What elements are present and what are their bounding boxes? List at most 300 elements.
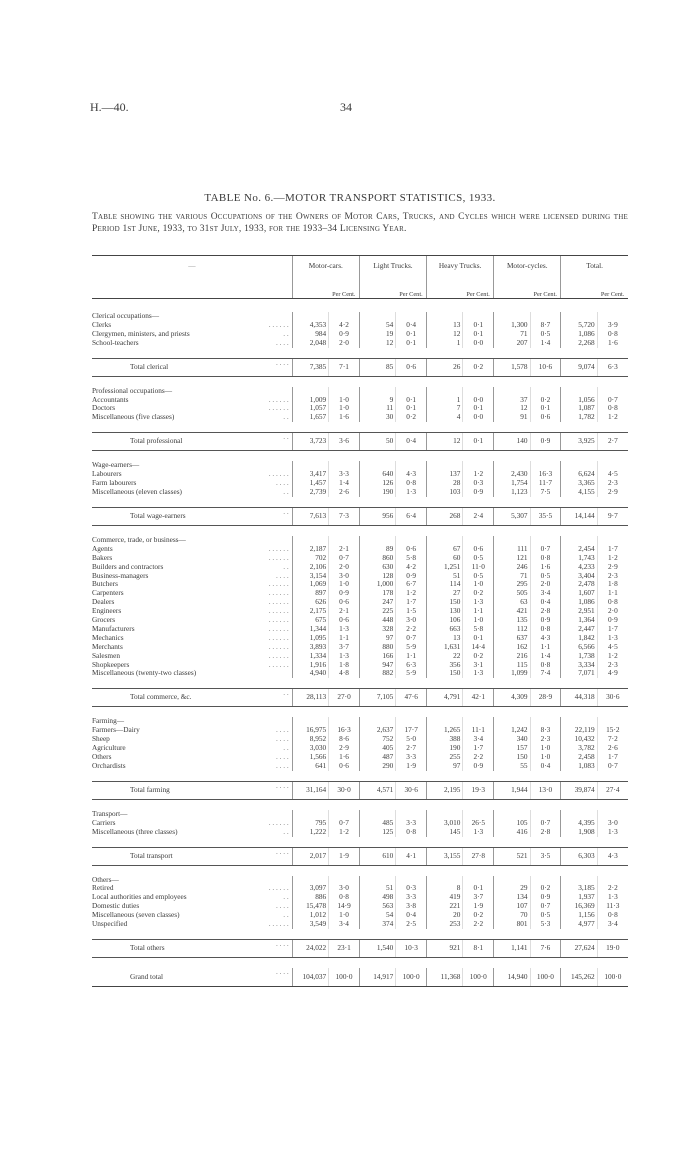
count-cell: 3,925 bbox=[561, 433, 597, 451]
count-cell: 897 bbox=[292, 589, 328, 598]
count-cell: 921 bbox=[427, 939, 463, 957]
count-cell: 2,048 bbox=[292, 339, 328, 348]
count-cell: 640 bbox=[359, 470, 395, 479]
percent-cell: 0·1 bbox=[463, 330, 494, 339]
percent-cell: 0·8 bbox=[597, 911, 628, 920]
percent-cell: 1·5 bbox=[396, 607, 427, 616]
count-cell: 563 bbox=[359, 902, 395, 911]
percent-cell: 2·9 bbox=[329, 744, 360, 753]
count-cell: 14,940 bbox=[494, 968, 530, 987]
count-cell: 190 bbox=[359, 488, 395, 497]
count-cell: 485 bbox=[359, 819, 395, 828]
percent-cell: 1·2 bbox=[396, 589, 427, 598]
table-row bbox=[92, 744, 628, 753]
row-label: Grocers bbox=[92, 616, 116, 625]
percent-cell: 0·7 bbox=[597, 396, 628, 405]
percent-cell: 1·4 bbox=[329, 479, 360, 488]
spacer-row bbox=[92, 376, 628, 387]
percent-cell: 6·4 bbox=[396, 507, 427, 525]
spacer-row bbox=[92, 678, 628, 689]
percent-cell: 3·0 bbox=[329, 884, 360, 893]
section-heading-row bbox=[92, 717, 628, 726]
count-cell: 860 bbox=[359, 554, 395, 563]
percent-cell: 0·7 bbox=[530, 819, 561, 828]
spacer-row bbox=[92, 707, 628, 718]
percent-cell: 2·2 bbox=[463, 753, 494, 762]
subtotal-row bbox=[92, 781, 628, 799]
percent-cell: 0·9 bbox=[329, 330, 360, 339]
row-label: Farmers—Dairy bbox=[92, 726, 140, 735]
percent-cell: 17·7 bbox=[396, 726, 427, 735]
percent-cell: 0·1 bbox=[396, 396, 427, 405]
row-label: Total clerical bbox=[130, 361, 169, 371]
row-label: Carriers bbox=[92, 818, 116, 827]
row-label: Unspecified bbox=[92, 920, 128, 929]
percent-cell: 100·0 bbox=[463, 968, 494, 987]
count-cell: 29 bbox=[494, 884, 530, 893]
table-row bbox=[92, 545, 628, 554]
count-cell: 71 bbox=[494, 330, 530, 339]
row-label: Total wage-earners bbox=[130, 510, 186, 520]
count-cell: 162 bbox=[494, 643, 530, 652]
percent-cell: 0·9 bbox=[530, 893, 561, 902]
count-cell: 63 bbox=[494, 598, 530, 607]
row-label: Domestic duties bbox=[92, 902, 140, 911]
table-row bbox=[92, 563, 628, 572]
leader-dots: . . . . bbox=[275, 358, 289, 367]
percent-cell: 1·8 bbox=[597, 580, 628, 589]
count-cell: 4,571 bbox=[359, 781, 395, 799]
leader-dots: . . . . . . bbox=[268, 642, 289, 651]
table-row bbox=[92, 607, 628, 616]
row-label-cell bbox=[92, 545, 292, 554]
percent-cell: 0·1 bbox=[463, 634, 494, 643]
row-label: Farm labourers bbox=[92, 479, 137, 488]
count-cell: 1,631 bbox=[427, 643, 463, 652]
count-cell: 3,010 bbox=[427, 819, 463, 828]
table-row bbox=[92, 321, 628, 330]
count-cell: 1,265 bbox=[427, 726, 463, 735]
count-cell: 3,549 bbox=[292, 920, 328, 929]
percent-cell: 27·0 bbox=[329, 689, 360, 707]
percent-cell: 7·4 bbox=[530, 669, 561, 678]
count-cell: 416 bbox=[494, 828, 530, 837]
sub-header-row bbox=[92, 277, 628, 299]
count-cell: 2,195 bbox=[427, 781, 463, 799]
percent-cell: 0·1 bbox=[463, 433, 494, 451]
leader-dots: . . . . . . bbox=[268, 884, 289, 893]
row-label: Miscellaneous (five classes) bbox=[92, 413, 175, 422]
row-label-cell bbox=[92, 607, 292, 616]
row-label-cell bbox=[92, 762, 292, 771]
section-heading-row bbox=[92, 536, 628, 545]
spacer-row bbox=[92, 299, 628, 313]
row-label: School-teachers bbox=[92, 338, 139, 347]
percent-cell: 0·1 bbox=[396, 404, 427, 413]
row-label-cell bbox=[92, 643, 292, 652]
count-cell: 886 bbox=[292, 893, 328, 902]
row-label: Labourers bbox=[92, 470, 122, 479]
count-cell: 1,782 bbox=[561, 413, 597, 422]
count-cell: 145 bbox=[427, 828, 463, 837]
row-label: Agents bbox=[92, 544, 113, 553]
row-label-cell bbox=[92, 726, 292, 735]
percent-cell: 3·9 bbox=[597, 321, 628, 330]
percent-cell: 0·1 bbox=[463, 404, 494, 413]
count-cell: 641 bbox=[292, 762, 328, 771]
percent-cell: 0·8 bbox=[396, 828, 427, 837]
count-cell: 71 bbox=[494, 572, 530, 581]
percent-cell: 1·3 bbox=[463, 828, 494, 837]
count-cell: 27 bbox=[427, 589, 463, 598]
percent-cell: 0·5 bbox=[530, 330, 561, 339]
table-row bbox=[92, 396, 628, 405]
row-label-cell bbox=[92, 321, 292, 330]
count-cell: 89 bbox=[359, 545, 395, 554]
section-heading: Clerical occupations— bbox=[92, 312, 160, 320]
percent-cell: 0·7 bbox=[530, 902, 561, 911]
count-cell: 8 bbox=[427, 884, 463, 893]
percent-cell: 4·5 bbox=[597, 643, 628, 652]
count-cell: 2,017 bbox=[292, 847, 328, 865]
percent-cell: 100·0 bbox=[597, 968, 628, 987]
count-cell: 610 bbox=[359, 847, 395, 865]
count-cell: 1,099 bbox=[494, 669, 530, 678]
percent-cell: 1·9 bbox=[463, 902, 494, 911]
percent-cell: 2·0 bbox=[329, 339, 360, 348]
row-label: Manufacturers bbox=[92, 624, 135, 633]
percent-cell: 1·3 bbox=[463, 669, 494, 678]
count-cell: 1,083 bbox=[561, 762, 597, 771]
count-cell: 6,624 bbox=[561, 470, 597, 479]
count-cell: 5,307 bbox=[494, 507, 530, 525]
table-row bbox=[92, 762, 628, 771]
count-cell: 60 bbox=[427, 554, 463, 563]
percent-cell: 2·9 bbox=[597, 563, 628, 572]
percent-cell: 1·1 bbox=[329, 634, 360, 643]
count-cell: 85 bbox=[359, 358, 395, 376]
percent-cell: 5·0 bbox=[396, 735, 427, 744]
count-cell: 246 bbox=[494, 563, 530, 572]
row-label: Total professional bbox=[130, 436, 183, 446]
count-cell: 448 bbox=[359, 616, 395, 625]
percent-cell: 7·1 bbox=[329, 358, 360, 376]
percent-cell: 0·5 bbox=[530, 911, 561, 920]
percent-cell: 4·2 bbox=[396, 563, 427, 572]
count-cell: 91 bbox=[494, 413, 530, 422]
spacer-row bbox=[92, 422, 628, 433]
percent-cell: 2·0 bbox=[329, 563, 360, 572]
count-cell: 50 bbox=[359, 433, 395, 451]
percent-cell: 15·2 bbox=[597, 726, 628, 735]
percent-cell: 11·7 bbox=[530, 479, 561, 488]
percent-cell: 8·3 bbox=[530, 726, 561, 735]
count-cell: 54 bbox=[359, 321, 395, 330]
count-cell: 135 bbox=[494, 616, 530, 625]
stub-header: — bbox=[92, 256, 292, 278]
percent-cell: 0·8 bbox=[597, 330, 628, 339]
percent-cell: 7·5 bbox=[530, 488, 561, 497]
row-label: Dealers bbox=[92, 598, 115, 607]
leader-dots: . . . . bbox=[275, 735, 289, 744]
percent-cell: 100·0 bbox=[329, 968, 360, 987]
row-label: Total farming bbox=[130, 784, 170, 794]
leader-dots: . . . . . . bbox=[268, 633, 289, 642]
count-cell: 11,368 bbox=[427, 968, 463, 987]
count-cell: 39,874 bbox=[561, 781, 597, 799]
row-label-cell bbox=[92, 753, 292, 762]
leader-dots: . . . . bbox=[275, 761, 289, 770]
percent-cell: 6·3 bbox=[597, 358, 628, 376]
row-label-cell bbox=[92, 589, 292, 598]
percent-cell: 2·9 bbox=[597, 488, 628, 497]
grand-total-row bbox=[92, 968, 628, 987]
count-cell: 1,578 bbox=[494, 358, 530, 376]
row-label-cell bbox=[92, 330, 292, 339]
percent-cell: 1·3 bbox=[597, 828, 628, 837]
percent-cell: 1·0 bbox=[329, 404, 360, 413]
percent-cell: 4·9 bbox=[597, 669, 628, 678]
percent-cell: 0·8 bbox=[597, 404, 628, 413]
leader-dots: . . . . bbox=[275, 726, 289, 735]
percent-cell: 47·6 bbox=[396, 689, 427, 707]
table-row bbox=[92, 911, 628, 920]
leader-dots: . . . . . . bbox=[268, 651, 289, 660]
row-label: Miscellaneous (twenty-two classes) bbox=[92, 669, 197, 678]
count-cell: 2,447 bbox=[561, 625, 597, 634]
row-label: Miscellaneous (seven classes) bbox=[92, 911, 180, 920]
group-header-total: Total. bbox=[561, 256, 628, 278]
percent-cell: 1·2 bbox=[463, 470, 494, 479]
percent-cell: 3·7 bbox=[329, 643, 360, 652]
row-label: Mechanics bbox=[92, 633, 124, 642]
percent-cell: 3·3 bbox=[396, 893, 427, 902]
percent-cell: 19·3 bbox=[463, 781, 494, 799]
table-row bbox=[92, 580, 628, 589]
subtotal-row bbox=[92, 358, 628, 376]
percent-cell: 8·7 bbox=[530, 321, 561, 330]
percent-cell: 1·4 bbox=[530, 339, 561, 348]
count-cell: 1,012 bbox=[292, 911, 328, 920]
count-cell: 115 bbox=[494, 661, 530, 670]
count-cell: 956 bbox=[359, 507, 395, 525]
percent-cell: 7·6 bbox=[530, 939, 561, 957]
percent-cell: 3·3 bbox=[329, 470, 360, 479]
percent-cell: 0·8 bbox=[329, 893, 360, 902]
percent-cell: 5·9 bbox=[396, 669, 427, 678]
row-label: Butchers bbox=[92, 580, 118, 589]
count-cell: 1,057 bbox=[292, 404, 328, 413]
subtotal-row bbox=[92, 689, 628, 707]
count-cell: 51 bbox=[427, 572, 463, 581]
percent-cell: 0·1 bbox=[396, 330, 427, 339]
percent-cell: 1·0 bbox=[530, 753, 561, 762]
count-cell: 1,457 bbox=[292, 479, 328, 488]
table-row bbox=[92, 828, 628, 837]
row-label-cell bbox=[92, 580, 292, 589]
count-cell: 12 bbox=[359, 339, 395, 348]
percent-cell: 30·6 bbox=[396, 781, 427, 799]
count-cell: 1,222 bbox=[292, 828, 328, 837]
count-cell: 4,940 bbox=[292, 669, 328, 678]
row-label-cell bbox=[92, 661, 292, 670]
subtotal-row bbox=[92, 939, 628, 957]
count-cell: 44,318 bbox=[561, 689, 597, 707]
section-heading-row bbox=[92, 387, 628, 396]
percent-cell: 3·6 bbox=[329, 433, 360, 451]
row-label-cell bbox=[92, 884, 292, 893]
count-cell: 55 bbox=[494, 762, 530, 771]
percent-cell: 2·5 bbox=[396, 920, 427, 929]
count-cell: 253 bbox=[427, 920, 463, 929]
row-label: Miscellaneous (eleven classes) bbox=[92, 487, 182, 496]
percent-cell: 0·2 bbox=[463, 652, 494, 661]
table-row bbox=[92, 643, 628, 652]
row-label-cell bbox=[92, 939, 292, 957]
count-cell: 111 bbox=[494, 545, 530, 554]
percent-cell: 0·7 bbox=[329, 554, 360, 563]
count-cell: 4 bbox=[427, 413, 463, 422]
table-row bbox=[92, 884, 628, 893]
spacer-row bbox=[92, 451, 628, 462]
group-header-motor-cars: Motor-cars. bbox=[292, 256, 359, 278]
percent-cell: 0·4 bbox=[530, 762, 561, 771]
count-cell: 157 bbox=[494, 744, 530, 753]
row-label: Retired bbox=[92, 884, 114, 893]
row-label-cell bbox=[92, 563, 292, 572]
percent-cell: 0·9 bbox=[530, 616, 561, 625]
count-cell: 13 bbox=[427, 634, 463, 643]
count-cell: 2,454 bbox=[561, 545, 597, 554]
per-cent-header: Per Cent. bbox=[329, 277, 360, 299]
percent-cell: 2·3 bbox=[597, 572, 628, 581]
leader-dots: . . bbox=[283, 893, 289, 902]
leader-dots: . . . . bbox=[275, 753, 289, 761]
count-cell: 268 bbox=[427, 507, 463, 525]
leader-dots: . . . . . . bbox=[268, 580, 289, 589]
percent-cell: 26·5 bbox=[463, 819, 494, 828]
percent-cell: 4·3 bbox=[530, 634, 561, 643]
percent-cell: 3·5 bbox=[530, 847, 561, 865]
table-row bbox=[92, 339, 628, 348]
count-cell: 7,613 bbox=[292, 507, 328, 525]
count-cell: 26 bbox=[427, 358, 463, 376]
percent-cell: 30·0 bbox=[329, 781, 360, 799]
count-cell: 4,309 bbox=[494, 689, 530, 707]
percent-cell: 0·6 bbox=[329, 616, 360, 625]
percent-cell: 0·1 bbox=[396, 339, 427, 348]
count-cell: 137 bbox=[427, 470, 463, 479]
row-label-cell bbox=[92, 433, 292, 451]
count-cell: 801 bbox=[494, 920, 530, 929]
percent-cell: 42·1 bbox=[463, 689, 494, 707]
table-row bbox=[92, 652, 628, 661]
spacer-row bbox=[92, 929, 628, 940]
count-cell: 1,009 bbox=[292, 396, 328, 405]
percent-cell: 1·1 bbox=[597, 589, 628, 598]
percent-cell: 4·5 bbox=[597, 470, 628, 479]
table-row bbox=[92, 753, 628, 762]
count-cell: 4,233 bbox=[561, 563, 597, 572]
count-cell: 126 bbox=[359, 479, 395, 488]
count-cell: 3,893 bbox=[292, 643, 328, 652]
percent-cell: 1·7 bbox=[597, 753, 628, 762]
leader-dots: . . bbox=[283, 744, 289, 753]
percent-cell: 2·4 bbox=[463, 507, 494, 525]
count-cell: 103 bbox=[427, 488, 463, 497]
row-label: Accountants bbox=[92, 395, 129, 404]
spacer-row bbox=[92, 525, 628, 536]
count-cell: 626 bbox=[292, 598, 328, 607]
spacer-row bbox=[92, 957, 628, 968]
count-cell: 663 bbox=[427, 625, 463, 634]
percent-cell: 2·1 bbox=[329, 545, 360, 554]
row-label-cell bbox=[92, 669, 292, 678]
statistics-table bbox=[92, 255, 628, 987]
count-cell: 225 bbox=[359, 607, 395, 616]
count-cell: 4,977 bbox=[561, 920, 597, 929]
row-label: Salesmen bbox=[92, 651, 120, 660]
percent-cell: 6·7 bbox=[396, 580, 427, 589]
percent-cell: 3·0 bbox=[396, 616, 427, 625]
leader-dots: . . . . bbox=[275, 902, 289, 911]
percent-cell: 1·6 bbox=[530, 563, 561, 572]
percent-cell: 1·6 bbox=[597, 339, 628, 348]
count-cell: 421 bbox=[494, 607, 530, 616]
count-cell: 2,478 bbox=[561, 580, 597, 589]
leader-dots: . . . . . . bbox=[268, 470, 289, 479]
count-cell: 1,056 bbox=[561, 396, 597, 405]
percent-cell: 1·2 bbox=[597, 554, 628, 563]
count-cell: 7,105 bbox=[359, 689, 395, 707]
count-cell: 3,030 bbox=[292, 744, 328, 753]
table-row bbox=[92, 625, 628, 634]
percent-cell: 2·6 bbox=[329, 488, 360, 497]
count-cell: 374 bbox=[359, 920, 395, 929]
leader-dots: . . bbox=[283, 432, 289, 442]
table-row bbox=[92, 598, 628, 607]
percent-cell: 3·0 bbox=[329, 572, 360, 581]
row-label-cell bbox=[92, 819, 292, 828]
table-row bbox=[92, 819, 628, 828]
count-cell: 97 bbox=[427, 762, 463, 771]
row-label: Clergymen, ministers, and priests bbox=[92, 329, 190, 338]
count-cell: 3,404 bbox=[561, 572, 597, 581]
percent-cell: 5·3 bbox=[530, 920, 561, 929]
row-label: Grand total bbox=[130, 971, 164, 981]
row-label-cell bbox=[92, 735, 292, 744]
per-cent-header: Per Cent. bbox=[463, 277, 494, 299]
percent-cell: 3·3 bbox=[396, 753, 427, 762]
count-cell: 15,478 bbox=[292, 902, 328, 911]
percent-cell: 28·9 bbox=[530, 689, 561, 707]
percent-cell: 1·0 bbox=[329, 396, 360, 405]
leader-dots: . . bbox=[283, 827, 289, 836]
count-cell: 12 bbox=[427, 330, 463, 339]
row-label-cell bbox=[92, 968, 292, 987]
percent-cell: 0·7 bbox=[396, 634, 427, 643]
count-cell: 255 bbox=[427, 753, 463, 762]
percent-cell: 1·3 bbox=[329, 625, 360, 634]
percent-cell: 1·1 bbox=[463, 607, 494, 616]
percent-cell: 0·7 bbox=[329, 819, 360, 828]
percent-cell: 1·7 bbox=[463, 744, 494, 753]
table-row bbox=[92, 479, 628, 488]
spacer-row bbox=[92, 837, 628, 848]
row-label: Others bbox=[92, 753, 112, 761]
percent-cell: 27·4 bbox=[597, 781, 628, 799]
count-cell: 247 bbox=[359, 598, 395, 607]
